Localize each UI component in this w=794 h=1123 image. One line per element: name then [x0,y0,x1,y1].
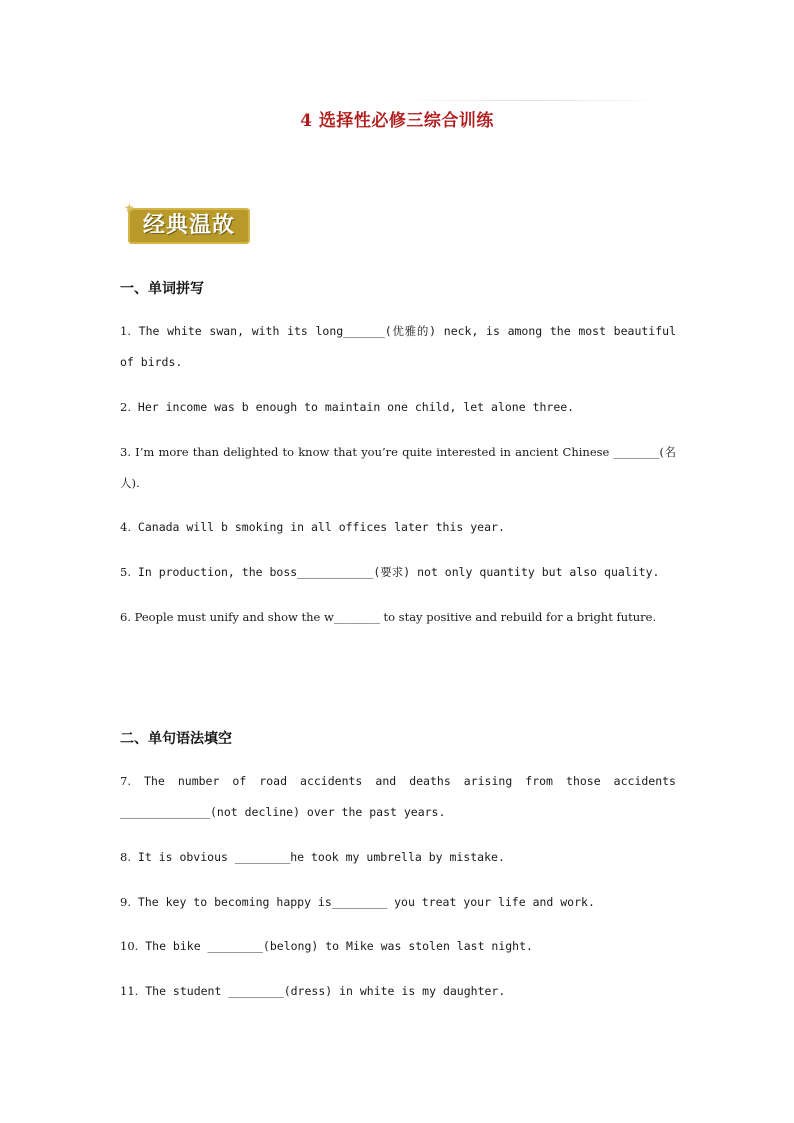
question-text: People must unify and show the w________ to stay positive and rebuild for a bright future. [134,610,657,624]
question-text: Canada will b smoking in all offices later this year. [137,520,505,534]
question-3 [120,437,676,499]
question-11 [120,976,676,1007]
question-text: Her income was b enough to maintain one child, let alone three. [137,400,575,414]
question-number: 11. [120,984,139,998]
section-badge [124,202,256,248]
question-number: 9. [120,895,131,909]
question-text: The student ________(dress) in white is my daughter. [145,984,506,998]
question-4 [120,512,676,543]
badge-box [128,208,250,244]
star-icon: ★ [124,201,135,215]
question-2 [120,392,676,423]
question-5 [120,557,680,588]
question-number: 3. [120,445,131,459]
question-number: 8. [120,850,131,864]
question-number: 5. [120,565,131,579]
question-text: It is obvious ________he took my umbrella by mistake. [137,850,505,864]
question-number: 2. [120,400,131,414]
question-8 [120,842,676,873]
question-text: The white swan, with its long______(优雅的) neck, is among the most beautiful of birds. [120,324,676,369]
question-number: 4. [120,520,131,534]
question-number: 6. [120,610,131,624]
question-7 [120,766,676,828]
badge-label: 经典温故 [142,213,235,238]
question-text: The key to becoming happy is________ you treat your life and work. [137,895,595,909]
question-text: The bike ________(belong) to Mike was stolen last night. [145,939,533,953]
question-6 [120,602,676,633]
question-number: 1. [120,324,131,338]
question-number: 10. [120,939,139,953]
question-text: In production, the boss___________(要求) not only quantity but also quality. [137,565,660,579]
question-text: I’m more than delighted to know that you’re quite interested in ancient Chinese ________(名人). [120,445,677,490]
header-rule [396,100,666,101]
question-number: 7. [120,774,131,788]
question-9 [120,887,676,918]
page-title: 4 选择性必修三综合训练 [300,111,494,131]
section-heading-grammar: 二、单句语法填空 [120,731,232,747]
question-10 [120,931,676,962]
question-1 [120,316,676,378]
question-text: The number of road accidents and deaths arising from those accidents _____________(not decline) over the past years. [120,774,676,819]
section-heading-vocabulary: 一、单词拼写 [120,281,204,297]
